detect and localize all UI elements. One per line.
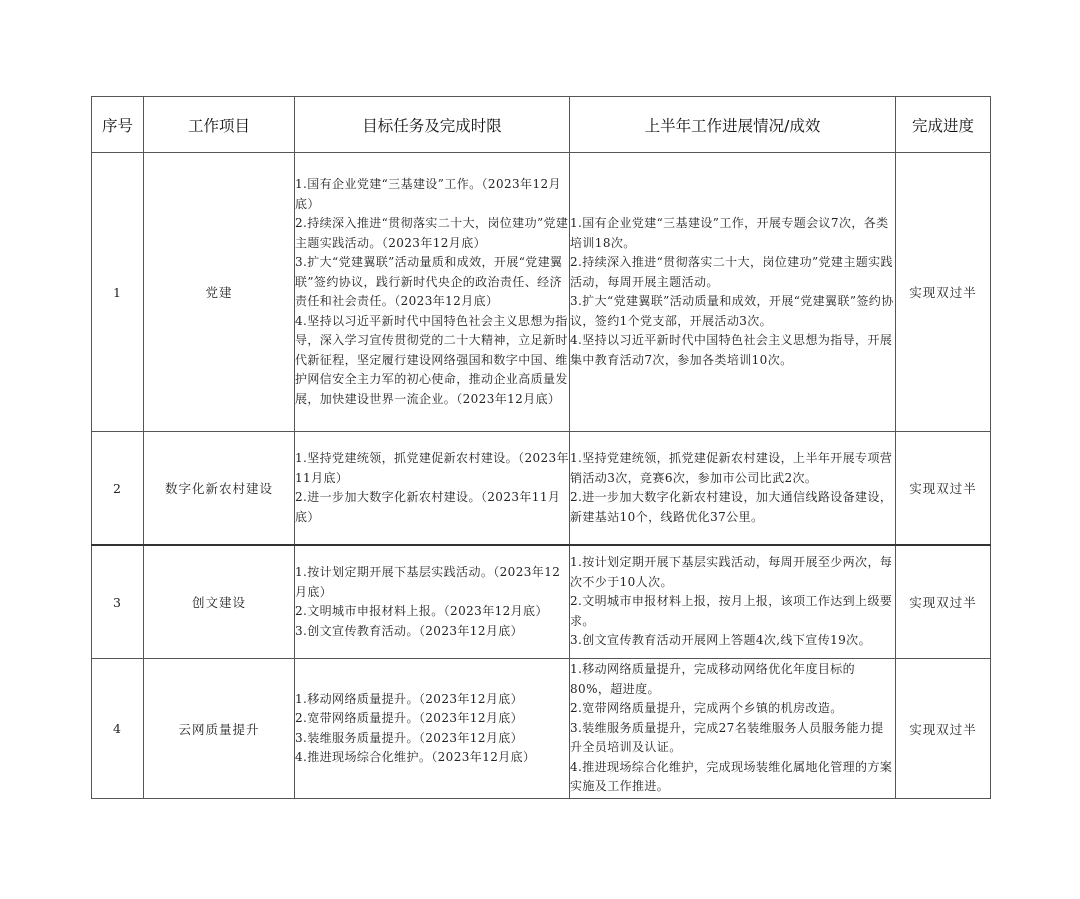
row-targets [295, 545, 570, 659]
row-serial-no: 3 [92, 545, 144, 659]
progress-item: 2.文明城市申报材料上报，按月上报，该项工作达到上级要求。 [570, 594, 893, 628]
target-item: 3.扩大“党建翼联”活动量质和成效，开展“党建翼联”签约协议，践行新时代央企的政治责任、经济责任和社会责任。（2023年12月底） [295, 255, 563, 308]
row-status: 实现双过半 [896, 432, 991, 546]
progress-item: 3.创文宣传教育活动开展网上答题4次,线下宣传19次。 [570, 633, 871, 648]
target-item: 2.文明城市申报材料上报。（2023年12月底） [295, 604, 548, 618]
row-project: 数字化新农村建设 [144, 432, 295, 546]
header-half-year-progress: 上半年工作进展情况/成效 [570, 97, 896, 153]
progress-item: 4.推进现场综合化维护，完成现场装维化属地化管理的方案实施及工作推进。 [570, 759, 893, 794]
progress-item: 3.装维服务质量提升，完成27名装维服务人员服务能力提升全员培训及认证。 [570, 720, 884, 755]
header-work-project: 工作项目 [144, 97, 295, 153]
row-serial-no: 2 [92, 432, 144, 546]
row-status: 实现双过半 [896, 153, 991, 432]
progress-item: 1.按计划定期开展下基层实践活动，每周开展至少两次，每次不少于10人次。 [570, 555, 893, 589]
target-item: 1.移动网络质量提升。（2023年12月底） [295, 691, 524, 706]
table-row [92, 432, 991, 546]
header-targets-deadline: 目标任务及完成时限 [295, 97, 570, 153]
table-row [92, 545, 991, 659]
header-row [92, 97, 991, 153]
target-item: 2.持续深入推进“贯彻落实二十大，岗位建功”党建主题实践活动。（2023年12月底） [295, 216, 569, 250]
row-progress [570, 153, 896, 432]
target-item: 3.装维服务质量提升。（2023年12月底） [295, 730, 524, 745]
progress-item: 1.国有企业党建“三基建设”工作，开展专题会议7次，各类培训18次。 [570, 216, 889, 250]
row-serial-no: 1 [92, 153, 144, 432]
row-targets [295, 153, 570, 432]
table-row [92, 659, 991, 799]
progress-item: 2.宽带网络质量提升，完成两个乡镇的机房改造。 [570, 701, 843, 716]
target-item: 4.坚持以习近平新时代中国特色社会主义思想为指导，深入学习宣传贯彻党的二十大精神，立足新时代新征程，坚定履行建设网络强国和数字中国、维护网信安全主力军的初心使命，推动企业高质量发展，加快建设世界一流企业。（2023年12月底） [295, 313, 568, 406]
row-targets [295, 432, 570, 546]
table-row [92, 153, 991, 432]
row-status: 实现双过半 [896, 659, 991, 799]
work-progress-table [91, 96, 991, 799]
progress-item: 2.持续深入推进“贯彻落实二十大，岗位建功”党建主题实践活动，每周开展主题活动。 [570, 255, 893, 289]
target-item: 1.国有企业党建“三基建设”工作。（2023年12月底） [295, 177, 561, 211]
progress-item: 2.进一步加大数字化新农村建设，加大通信线路设备建设，新建基站10个，线路优化37公里。 [570, 490, 893, 524]
target-item: 1.坚持党建统领，抓党建促新农村建设。（2023年11月底） [295, 451, 569, 485]
row-progress [570, 545, 896, 659]
row-progress [570, 659, 896, 799]
row-project: 党建 [144, 153, 295, 432]
row-status: 实现双过半 [896, 545, 991, 659]
target-item: 2.宽带网络质量提升。（2023年12月底） [295, 711, 524, 725]
row-progress [570, 432, 896, 546]
row-serial-no: 4 [92, 659, 144, 799]
target-item: 3.创文宣传教育活动。（2023年12月底） [295, 623, 524, 638]
row-project: 云网质量提升 [144, 659, 295, 799]
target-item: 1.按计划定期开展下基层实践活动。（2023年12月底） [295, 565, 561, 599]
row-targets [295, 659, 570, 799]
target-item: 2.进一步加大数字化新农村建设。（2023年11月底） [295, 490, 561, 524]
progress-item: 4.坚持以习近平新时代中国特色社会主义思想为指导，开展集中教育活动7次，参加各类培训10次。 [570, 333, 893, 367]
header-completion-status: 完成进度 [896, 97, 991, 153]
progress-item: 1.移动网络质量提升，完成移动网络优化年度目标的80%，超进度。 [570, 662, 856, 696]
header-serial-no: 序号 [92, 97, 144, 153]
target-item: 4.推进现场综合化维护。（2023年12月底） [295, 750, 536, 764]
row-project: 创文建设 [144, 545, 295, 659]
progress-item: 3.扩大“党建翼联”活动质量和成效，开展“党建翼联”签约协议，签约1个党支部，开展活动3次。 [570, 294, 894, 328]
progress-item: 1.坚持党建统领，抓党建促新农村建设，上半年开展专项营销活动3次，竞赛6次，参加市公司比武2次。 [570, 451, 893, 485]
